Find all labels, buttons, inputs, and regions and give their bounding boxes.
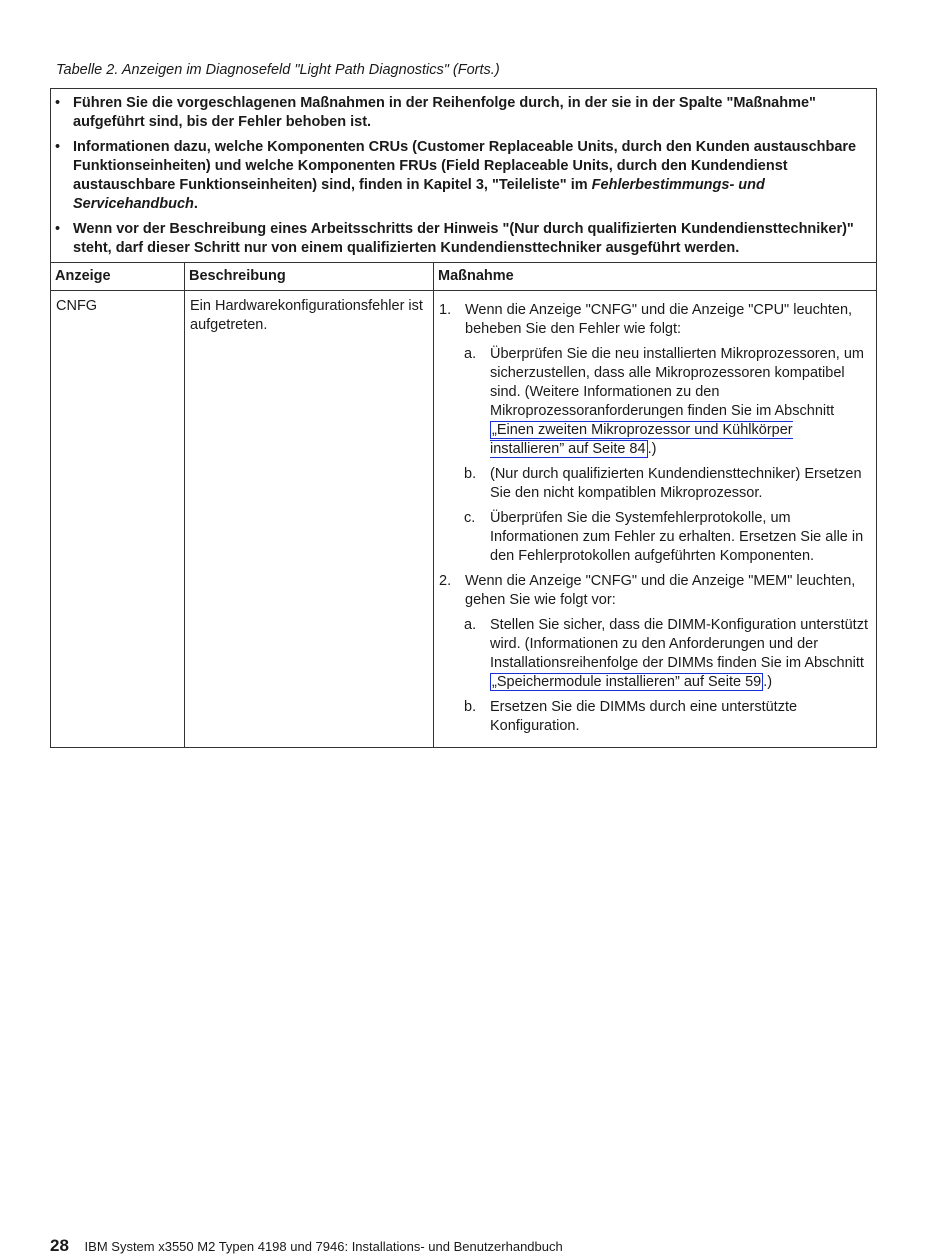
- substep-text: Überprüfen Sie die Systemfehlerprotokolle, um Informationen zum Fehler zu erhalten. Ersetzen Sie alle in den Fehlerprotokollen aufgeführten Komponenten.: [490, 510, 864, 564]
- substep-letter: b.: [464, 466, 477, 482]
- cell-anzeige: CNFG: [51, 291, 185, 748]
- notes-row: [51, 89, 877, 263]
- cell-massnahme: [434, 291, 877, 748]
- cross-reference-link[interactable]: „Speichermodule installieren” auf Seite 59: [492, 674, 762, 690]
- substep-text: Stellen Sie sicher, dass die DIMM-Konfiguration unterstützt wird. (Informationen zu den Anforderungen und der Installationsreihenfolge der DIMMs finden Sie im Abschnitt: [490, 617, 868, 671]
- bullet-icon: •: [55, 95, 61, 111]
- diagnostics-table: [50, 88, 877, 748]
- table-row: [51, 291, 877, 748]
- substep-text: Ersetzen Sie die DIMMs durch eine unterstützte Konfiguration.: [490, 699, 798, 734]
- substep-letter: a.: [464, 617, 477, 633]
- note-text-end: .: [193, 196, 198, 212]
- step-text: Wenn die Anzeige "CNFG" und die Anzeige "MEM" leuchten, gehen Sie wie folgt vor:: [465, 573, 856, 608]
- step-1: [439, 301, 870, 339]
- page-footer: [50, 1236, 563, 1256]
- substep-1c: [439, 509, 870, 566]
- column-header-beschreibung: Beschreibung: [185, 263, 434, 291]
- step-number: 2.: [439, 573, 452, 589]
- substep-letter: a.: [464, 346, 477, 362]
- header-row: [51, 263, 877, 291]
- bullet-icon: •: [55, 139, 61, 155]
- column-header-anzeige: Anzeige: [51, 263, 185, 291]
- substep-1b: [439, 465, 870, 503]
- page-number: 28: [50, 1236, 69, 1255]
- substep-1a: [439, 345, 870, 459]
- note-item: [55, 94, 870, 132]
- substep-text-end: .): [647, 441, 657, 457]
- substep-2a: [439, 616, 870, 692]
- manual-title: Fehlerbestimmungs- und Servicehandbuch: [73, 177, 765, 212]
- step-number: 1.: [439, 302, 452, 318]
- substep-letter: c.: [464, 510, 476, 526]
- document-title: IBM System x3550 M2 Typen 4198 und 7946: Installations- und Benutzerhandbuch: [84, 1239, 563, 1254]
- cell-beschreibung: Ein Hardwarekonfigurationsfehler ist aufgetreten.: [185, 291, 434, 748]
- substep-text: (Nur durch qualifizierten Kundendiensttechniker) Ersetzen Sie den nicht kompatiblen Mikroprozessor.: [490, 466, 862, 501]
- step-text: Wenn die Anzeige "CNFG" und die Anzeige "CPU" leuchten, beheben Sie den Fehler wie folgt:: [465, 302, 853, 337]
- substep-2b: [439, 698, 870, 736]
- bullet-icon: •: [55, 221, 61, 237]
- note-item: [55, 220, 870, 258]
- notes-list: [55, 94, 870, 258]
- notes-cell: [51, 89, 877, 263]
- note-item: [55, 138, 870, 214]
- substep-letter: b.: [464, 699, 477, 715]
- substep-text-end: .): [763, 674, 773, 690]
- note-text: Führen Sie die vorgeschlagenen Maßnahmen in der Reihenfolge durch, in der sie in der Spalte "Maßnahme" aufgeführt sind, bis der Fehler behoben ist.: [73, 95, 816, 130]
- note-text: Wenn vor der Beschreibung eines Arbeitsschritts der Hinweis "(Nur durch qualifizierten Kundendiensttechniker)" steht, darf dieser Schritt nur von einem qualifizierten Kundendiensttechniker ausgeführt werden.: [73, 221, 854, 256]
- column-header-massnahme: Maßnahme: [434, 263, 877, 291]
- step-2: [439, 572, 870, 610]
- table-caption: Tabelle 2. Anzeigen im Diagnosefeld "Light Path Diagnostics" (Forts.): [56, 62, 500, 78]
- note-text: Informationen dazu, welche Komponenten CRUs (Customer Replaceable Units, durch den Kunden austauschbare Funktionseinheiten) und welche Komponenten FRUs (Field Replaceable Units, durch den Kundendienst austauschbare Funktionseinheiten) sind, finden in Kapitel 3, "Teileliste" im: [73, 139, 857, 193]
- substep-text: Überprüfen Sie die neu installierten Mikroprozessoren, um sicherzustellen, dass alle Mikroprozessoren kompatibel sind. (Weitere Informationen zu den Mikroprozessoranforderungen finden Sie im Abschnitt: [490, 346, 864, 419]
- cross-reference-link[interactable]: „Einen zweiten Mikroprozessor und Kühlkörper installieren” auf Seite 84: [490, 422, 793, 457]
